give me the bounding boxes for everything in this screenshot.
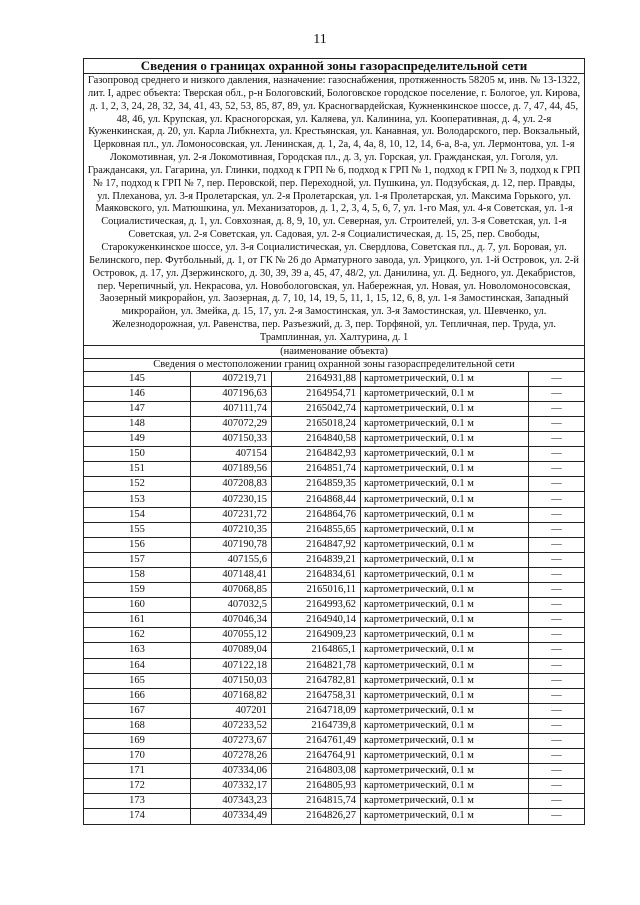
point-description: — [529,477,585,492]
coord-x: 407122,18 [191,658,272,673]
determination-method: картометрический, 0.1 м [361,809,529,824]
coord-y: 2164718,09 [272,703,361,718]
coord-x: 407334,49 [191,809,272,824]
coord-y: 2164821,78 [272,658,361,673]
determination-method: картометрический, 0.1 м [361,598,529,613]
table-row [84,447,585,462]
determination-method: картометрический, 0.1 м [361,507,529,522]
determination-method: картометрический, 0.1 м [361,794,529,809]
table-row [84,779,585,794]
determination-method: картометрический, 0.1 м [361,733,529,748]
table-row [84,643,585,658]
point-number: 171 [84,764,191,779]
table-row [84,462,585,477]
coord-y: 2165016,11 [272,583,361,598]
coord-y: 2164864,76 [272,507,361,522]
point-number: 167 [84,703,191,718]
table-row [84,794,585,809]
point-description: — [529,462,585,477]
table-row [84,583,585,598]
point-number: 158 [84,567,191,582]
coord-y: 2164940,14 [272,613,361,628]
point-number: 156 [84,537,191,552]
point-description: — [529,749,585,764]
point-number: 169 [84,733,191,748]
point-number: 164 [84,658,191,673]
table-row [84,764,585,779]
point-description: — [529,386,585,401]
coord-y: 2164782,81 [272,673,361,688]
coord-x: 407273,67 [191,733,272,748]
coord-y: 2164954,71 [272,386,361,401]
coord-x: 407168,82 [191,688,272,703]
point-number: 146 [84,386,191,401]
table-row [84,522,585,537]
object-description: Газопровод среднего и низкого давления, назначение: газоснабжения, протяженность 58205 м, инв. № 13-1322, лит. I, адрес объекта: Тверская обл., р-н Бологовский, Бологовское городское поселение, г. Бологое, ул. Кирова, д. 1, 2, 3, 24, 28, 32, 34, 41, 43, 52, 53, 85, 87, 89, ул. Красногвардейская, Кужненкинское шоссе, д. 7, 47, 44, 45, 48, 46, ул. Крупская, ул. Красногорская, ул. Каляева, ул. Калинина, ул. Кооперативная, д. 4, ул. 2-я Кужeнкинская, д. 20, ул. Карла Либкнехта, ул. Крестьянская, ул. Канавная, ул. Володарского, пер. Вокзальный, Церковная пл., ул. Ломоносовская, ул. Ленинская, д. 1, 2а, 4, 4а, 8, 10, 12, 14, 6-а, 8-а, ул. Лермонтова, ул. 1-я Локомотивная, ул. 2-я Локомотивная, Городская пл., д. 3, ул. Горская, ул. Гражданская, ул. Гоголя, ул. Граждансакя, ул. Гагарина, ул. Глинки, подход к ГРП № 6, подход к ГРП № 1, подход к ГРП № 3, подход к ГРП № 17, подход к ГРП № 7, пер. Перовской, пер. Переходной, ул. Пушкина, ул. Подзубская, д. 12, пер. Правды, ул. Плеханова, ул. 3-я Пролетарская, ул. 2-я Пролетарская, ул. 1-я Пролетарская, ул. Максима Горького, ул. Маяковского, ул. Матюшкина, ул. Механизаторов, д. 1, 2, 3, 4, 5, 6, 7, ул. 1-го Мая, ул. 4-я Советская, ул. 1-я Социалистическая, д. 1, ул. Совхозная, д. 8, 9, 10, ул. Северная, ул. Строителей, ул. 3-я Советская, ул. 1-я Советская, ул. 2-я Советская, ул. Садовая, ул. 2-я Социалистическая, д. 15, 25, пер. Свободы, Старокуженкинское шоссе, ул. 3-я Социалистическая, ул. Свердлова, Советская пл., д. 7, ул. Боровая, ул. Белинского, пер. Футбольный, д. 1, от ГК № 26 до Арматурного завода, ул. Урицкого, ул. 1-й Островок, ул. 2-й Островок, д. 17, ул. Дзержинского, д. 30, 39, 39 а, 45, 47, 48/2, ул. Данилина, ул. Д. Бедного, ул. Декабристов, пер. Черепичный, ул. Некрасова, ул. Новобологовская, ул. Набережная, ул. Новая, ул. Новоломоносовская, Заозерный микрорайон, ул. Заозерная, д. 7, 10, 14, 19, 5, 11, 1, 15, 12, 6, 8, ул. 1-я Замостинская, Западный микрорайон, ул. Змейка, д. 15, 17, ул. 2-я Замостинская, ул. 3-я Замостинская, ул. Шевченко, ул. Железнодорожная, ул. Равенства, пер. Разъезжий, д. 3, пер. Торфяной, ул. Тепличная, пер. Труда, ул. Трамплинная, ул. Халтурина, д. 1 [84,74,585,346]
point-description: — [529,809,585,824]
point-description: — [529,371,585,386]
coord-x: 407201 [191,703,272,718]
point-number: 160 [84,598,191,613]
table-row [84,537,585,552]
coord-x: 407189,56 [191,462,272,477]
table-row [84,733,585,748]
coord-y: 2164868,44 [272,492,361,507]
coord-y: 2164739,8 [272,718,361,733]
coord-x: 407089,04 [191,643,272,658]
point-number: 174 [84,809,191,824]
coord-x: 407148,41 [191,567,272,582]
point-description: — [529,492,585,507]
determination-method: картометрический, 0.1 м [361,643,529,658]
coord-x: 407219,71 [191,371,272,386]
determination-method: картометрический, 0.1 м [361,628,529,643]
point-number: 161 [84,613,191,628]
location-header: Сведения о местоположении границ охранной зоны газораспределительной сети [84,358,585,371]
point-number: 151 [84,462,191,477]
coord-y: 2164805,93 [272,779,361,794]
coord-y: 2164993,62 [272,598,361,613]
page-number: 11 [313,32,327,47]
point-number: 147 [84,401,191,416]
coord-x: 407343,23 [191,794,272,809]
determination-method: картометрический, 0.1 м [361,764,529,779]
object-caption: (наименование объекта) [84,345,585,358]
table-row [84,417,585,432]
determination-method: картометрический, 0.1 м [361,583,529,598]
determination-method: картометрический, 0.1 м [361,613,529,628]
determination-method: картометрический, 0.1 м [361,432,529,447]
determination-method: картометрический, 0.1 м [361,552,529,567]
determination-method: картометрический, 0.1 м [361,386,529,401]
coord-y: 2164840,58 [272,432,361,447]
table-row [84,371,585,386]
section-title: Сведения о границах охранной зоны газораспределительной сети [84,59,585,74]
coord-x: 407196,63 [191,386,272,401]
coord-y: 2165018,24 [272,417,361,432]
determination-method: картометрический, 0.1 м [361,522,529,537]
determination-method: картометрический, 0.1 м [361,673,529,688]
coord-x: 407032,5 [191,598,272,613]
coord-y: 2164909,23 [272,628,361,643]
point-description: — [529,703,585,718]
table-row [84,552,585,567]
coord-x: 407208,83 [191,477,272,492]
table-row [84,567,585,582]
table-row [84,703,585,718]
point-description: — [529,507,585,522]
coord-x: 407233,52 [191,718,272,733]
determination-method: картометрический, 0.1 м [361,779,529,794]
table-row [84,688,585,703]
point-description: — [529,401,585,416]
point-number: 148 [84,417,191,432]
boundary-table [83,58,585,825]
point-description: — [529,537,585,552]
determination-method: картометрический, 0.1 м [361,658,529,673]
point-description: — [529,718,585,733]
determination-method: картометрический, 0.1 м [361,718,529,733]
point-number: 172 [84,779,191,794]
coord-y: 2164865,1 [272,643,361,658]
coord-x: 407150,33 [191,432,272,447]
point-number: 149 [84,432,191,447]
determination-method: картометрический, 0.1 м [361,567,529,582]
point-description: — [529,522,585,537]
point-number: 166 [84,688,191,703]
point-description: — [529,567,585,582]
coord-x: 407334,06 [191,764,272,779]
coord-y: 2164834,61 [272,567,361,582]
point-description: — [529,643,585,658]
point-number: 154 [84,507,191,522]
table-row [84,492,585,507]
determination-method: картометрический, 0.1 м [361,447,529,462]
point-description: — [529,432,585,447]
coord-y: 2164815,74 [272,794,361,809]
coord-x: 407111,74 [191,401,272,416]
determination-method: картометрический, 0.1 м [361,477,529,492]
point-description: — [529,417,585,432]
coord-y: 2164764,91 [272,749,361,764]
table-row [84,477,585,492]
coord-y: 2164803,08 [272,764,361,779]
point-description: — [529,583,585,598]
coord-x: 407332,17 [191,779,272,794]
point-number: 165 [84,673,191,688]
point-description: — [529,688,585,703]
point-number: 152 [84,477,191,492]
coord-x: 407055,12 [191,628,272,643]
table-row [84,432,585,447]
determination-method: картометрический, 0.1 м [361,688,529,703]
determination-method: картометрический, 0.1 м [361,371,529,386]
coord-y: 2164851,74 [272,462,361,477]
point-number: 162 [84,628,191,643]
table-row [84,718,585,733]
coord-x: 407155,6 [191,552,272,567]
coord-y: 2164855,65 [272,522,361,537]
determination-method: картометрический, 0.1 м [361,703,529,718]
coord-x: 407068,85 [191,583,272,598]
coord-y: 2164826,27 [272,809,361,824]
point-description: — [529,598,585,613]
point-number: 173 [84,794,191,809]
point-description: — [529,779,585,794]
point-number: 163 [84,643,191,658]
coord-y: 2164931,88 [272,371,361,386]
table-row [84,658,585,673]
point-description: — [529,447,585,462]
point-description: — [529,658,585,673]
determination-method: картометрический, 0.1 м [361,417,529,432]
point-description: — [529,673,585,688]
point-number: 157 [84,552,191,567]
coord-y: 2164847,92 [272,537,361,552]
point-number: 145 [84,371,191,386]
point-description: — [529,613,585,628]
determination-method: картометрический, 0.1 м [361,749,529,764]
table-row [84,386,585,401]
coord-y: 2164839,21 [272,552,361,567]
table-row [84,401,585,416]
point-description: — [529,733,585,748]
table-row [84,613,585,628]
table-row [84,598,585,613]
table-row [84,809,585,824]
table-row [84,749,585,764]
coord-y: 2164758,31 [272,688,361,703]
coord-x: 407072,29 [191,417,272,432]
determination-method: картометрический, 0.1 м [361,492,529,507]
coord-x: 407230,15 [191,492,272,507]
point-number: 153 [84,492,191,507]
point-number: 168 [84,718,191,733]
point-description: — [529,628,585,643]
table-row [84,673,585,688]
point-number: 155 [84,522,191,537]
determination-method: картометрический, 0.1 м [361,537,529,552]
coord-y: 2164761,49 [272,733,361,748]
coord-y: 2164842,93 [272,447,361,462]
coord-y: 2164859,35 [272,477,361,492]
point-description: — [529,794,585,809]
coord-x: 407046,34 [191,613,272,628]
coord-x: 407278,26 [191,749,272,764]
coord-x: 407190,78 [191,537,272,552]
table-row [84,628,585,643]
table-row [84,507,585,522]
coord-x: 407210,35 [191,522,272,537]
point-description: — [529,552,585,567]
coord-x: 407231,72 [191,507,272,522]
coord-x: 407154 [191,447,272,462]
point-number: 170 [84,749,191,764]
point-number: 159 [84,583,191,598]
determination-method: картометрический, 0.1 м [361,401,529,416]
point-description: — [529,764,585,779]
coord-x: 407150,03 [191,673,272,688]
point-number: 150 [84,447,191,462]
coord-y: 2165042,74 [272,401,361,416]
determination-method: картометрический, 0.1 м [361,462,529,477]
